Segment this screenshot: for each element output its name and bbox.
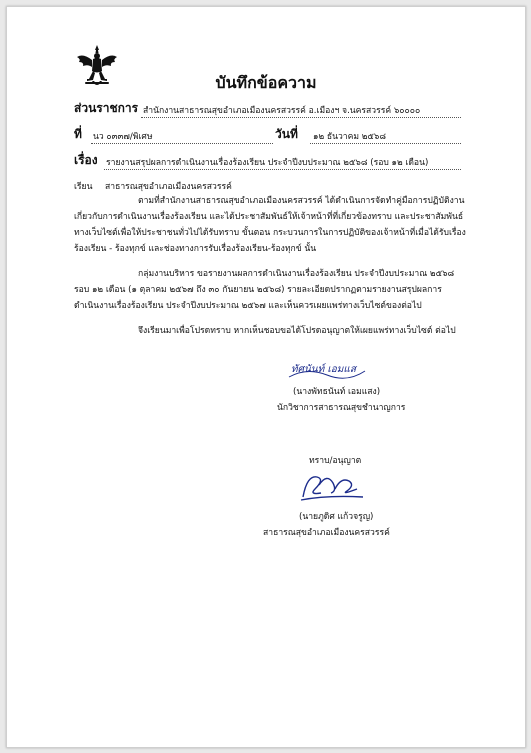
paragraph-1-line-2: เกี่ยวกับการดำเนินงานเรื่องร้องเรียน และได้ประชาสัมพันธ์ให้เจ้าหน้าที่ที่เกี่ยวข้องทราบ และประชาสัมพันธ์ [74,212,464,222]
signer-1-position: นักวิชาการสาธารณสุขชำนาญการ [277,403,406,413]
memo-title: บันทึกข้อความ [215,73,317,92]
signature-1: ทัศนันท์ เอมแส [291,364,356,375]
paragraph-3: จึงเรียนมาเพื่อโปรดทราบ หากเห็นชอบขอได้โปรดอนุญาตให้เผยแพร่ทางเว็บไซต์ ต่อไป [138,326,456,336]
subject-dotted-line [104,169,461,170]
paragraph-2-line-1: กลุ่มงานบริหาร ขอรายงานผลการดำเนินงานเรื่องร้องเรียน ประจำปีงบประมาณ ๒๕๖๘ [138,269,455,279]
signer-2-position: สาธารณสุขอำเภอเมืองนครสวรรค์ [263,528,390,538]
salutation-label: เรียน [74,182,93,192]
signature-1-stroke-icon [287,357,367,383]
number-label: ที่ [74,127,82,141]
date-label: วันที่ [275,127,298,141]
agency-label: ส่วนราชการ [74,101,139,115]
agency-dotted-line [141,117,461,118]
paragraph-1-line-4: ร้องเรียน - ร้องทุกข์ และช่องทางการรับเรื่องร้องเรียน-ร้องทุกข์ นั้น [74,244,317,254]
signer-1-name: (นางพัทธนันท์ เอมแสง) [293,387,381,397]
signer-2-name: (นายภูดิศ แก้วจรูญ) [299,512,374,522]
paragraph-1-line-1: ตามที่สำนักงานสาธารณสุขอำเภอเมืองนครสวรรค์ ได้ดำเนินการจัดทำคู่มือการปฏิบัติงาน [138,196,465,206]
agency-value: สำนักงานสาธารณสุขอำเภอเมืองนครสวรรค์ อ.เมืองฯ จ.นครสวรรค์ ๖๐๐๐๐ [143,106,421,116]
signature-2-icon [297,467,367,503]
paragraph-2-line-2: รอบ ๑๒ เดือน (๑ ตุลาคม ๒๕๖๗ ถึง ๓๐ กันยายน ๒๕๖๘) รายละเอียดปรากฏตามรายงานสรุปผลการ [74,285,442,295]
subject-value: รายงานสรุปผลการดำเนินงานเรื่องร้องเรียน ประจำปีงบประมาณ ๒๕๖๘ (รอบ ๑๒ เดือน) [106,158,429,168]
document-page [6,6,526,748]
subject-label: เรื่อง [74,153,98,167]
paragraph-1-line-3: ทางเว็บไซต์เพื่อให้ประชาชนทั่วไปได้รับทราบ ขั้นตอน กระบวนการในการปฏิบัติของเจ้าหน้าที่เมื่อได้รับเรื่อง [74,228,466,238]
approval-text: ทราบ/อนุญาต [309,456,362,466]
paragraph-2-line-3: ดำเนินงานเรื่องร้องเรียน ประจำปีงบประมาณ ๒๕๖๗ และเห็นควรเผยแพร่ทางเว็บไซต์ของต่อไป [74,301,422,311]
number-dotted-line [91,143,273,144]
date-dotted-line [310,143,461,144]
number-value: นว ๐๓๓๗/พิเศษ [93,132,153,142]
date-value: ๑๒ ธันวาคม ๒๕๖๘ [313,132,387,142]
salutation-value: สาธารณสุขอำเภอเมืองนครสวรรค์ [105,182,232,192]
